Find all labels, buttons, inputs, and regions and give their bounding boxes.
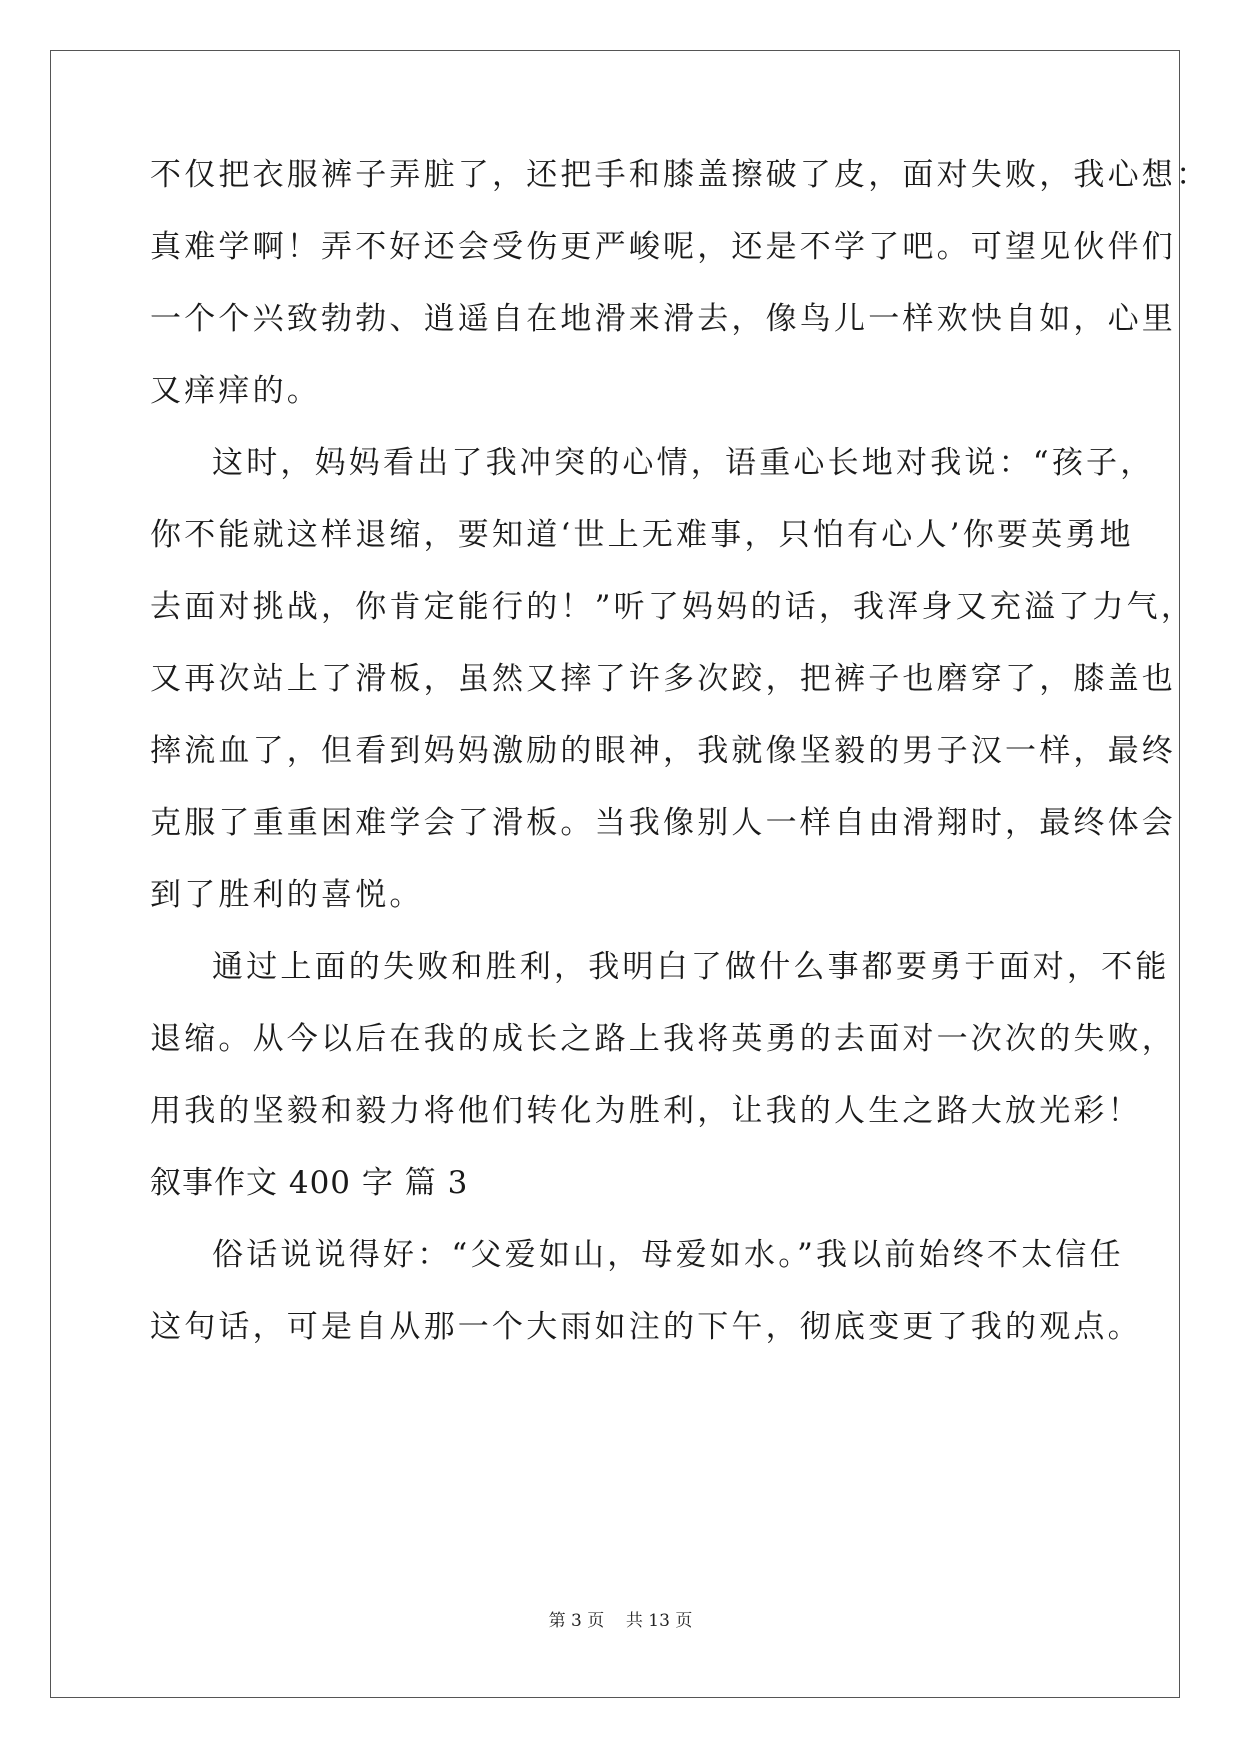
- paragraph-first-line: 通过上面的失败和胜利，我明白了做什么事都要勇于面对，不能: [212, 949, 1170, 985]
- page-number-footer: 第 3 页 共 13 页: [548, 1611, 693, 1631]
- text-line: 克服了重重困难学会了滑板。当我像别人一样自由滑翔时，最终体会: [150, 805, 1176, 841]
- text-line: 这句话，可是自从那一个大雨如注的下午，彻底变更了我的观点。: [150, 1309, 1142, 1345]
- text-line: 到了胜利的喜悦。: [150, 877, 424, 913]
- text-line: 你不能就这样退缩，要知道‘世上无难事，只怕有心人’你要英勇地: [150, 517, 1134, 553]
- text-line: 不仅把衣服裤子弄脏了，还把手和膝盖擦破了皮，面对失败，我心想：: [150, 157, 1211, 193]
- section-heading: 叙事作文 400 字 篇 3: [150, 1165, 469, 1201]
- text-line: 一个个兴致勃勃、逍遥自在地滑来滑去，像鸟儿一样欢快自如，心里: [150, 301, 1176, 337]
- text-line: 退缩。从今以后在我的成长之路上我将英勇的去面对一次次的失败，: [150, 1021, 1176, 1057]
- text-line: 又痒痒的。: [150, 373, 321, 409]
- text-line: 真难学啊！弄不好还会受伤更严峻呢，还是不学了吧。可望见伙伴们: [150, 229, 1176, 265]
- text-line: 去面对挑战，你肯定能行的！”听了妈妈的话，我浑身又充溢了力气，: [150, 589, 1196, 625]
- text-line: 用我的坚毅和毅力将他们转化为胜利，让我的人生之路大放光彩！: [150, 1093, 1142, 1129]
- paragraph-first-line: 这时，妈妈看出了我冲突的心情，语重心长地对我说：“孩子，: [212, 445, 1155, 481]
- text-line: 摔流血了，但看到妈妈激励的眼神，我就像坚毅的男子汉一样，最终: [150, 733, 1176, 769]
- page-border: [50, 50, 1180, 1698]
- text-line: 又再次站上了滑板，虽然又摔了许多次跤，把裤子也磨穿了，膝盖也: [150, 661, 1176, 697]
- paragraph-first-line: 俗话说说得好：“父爱如山，母爱如水。”我以前始终不太信任: [212, 1237, 1124, 1273]
